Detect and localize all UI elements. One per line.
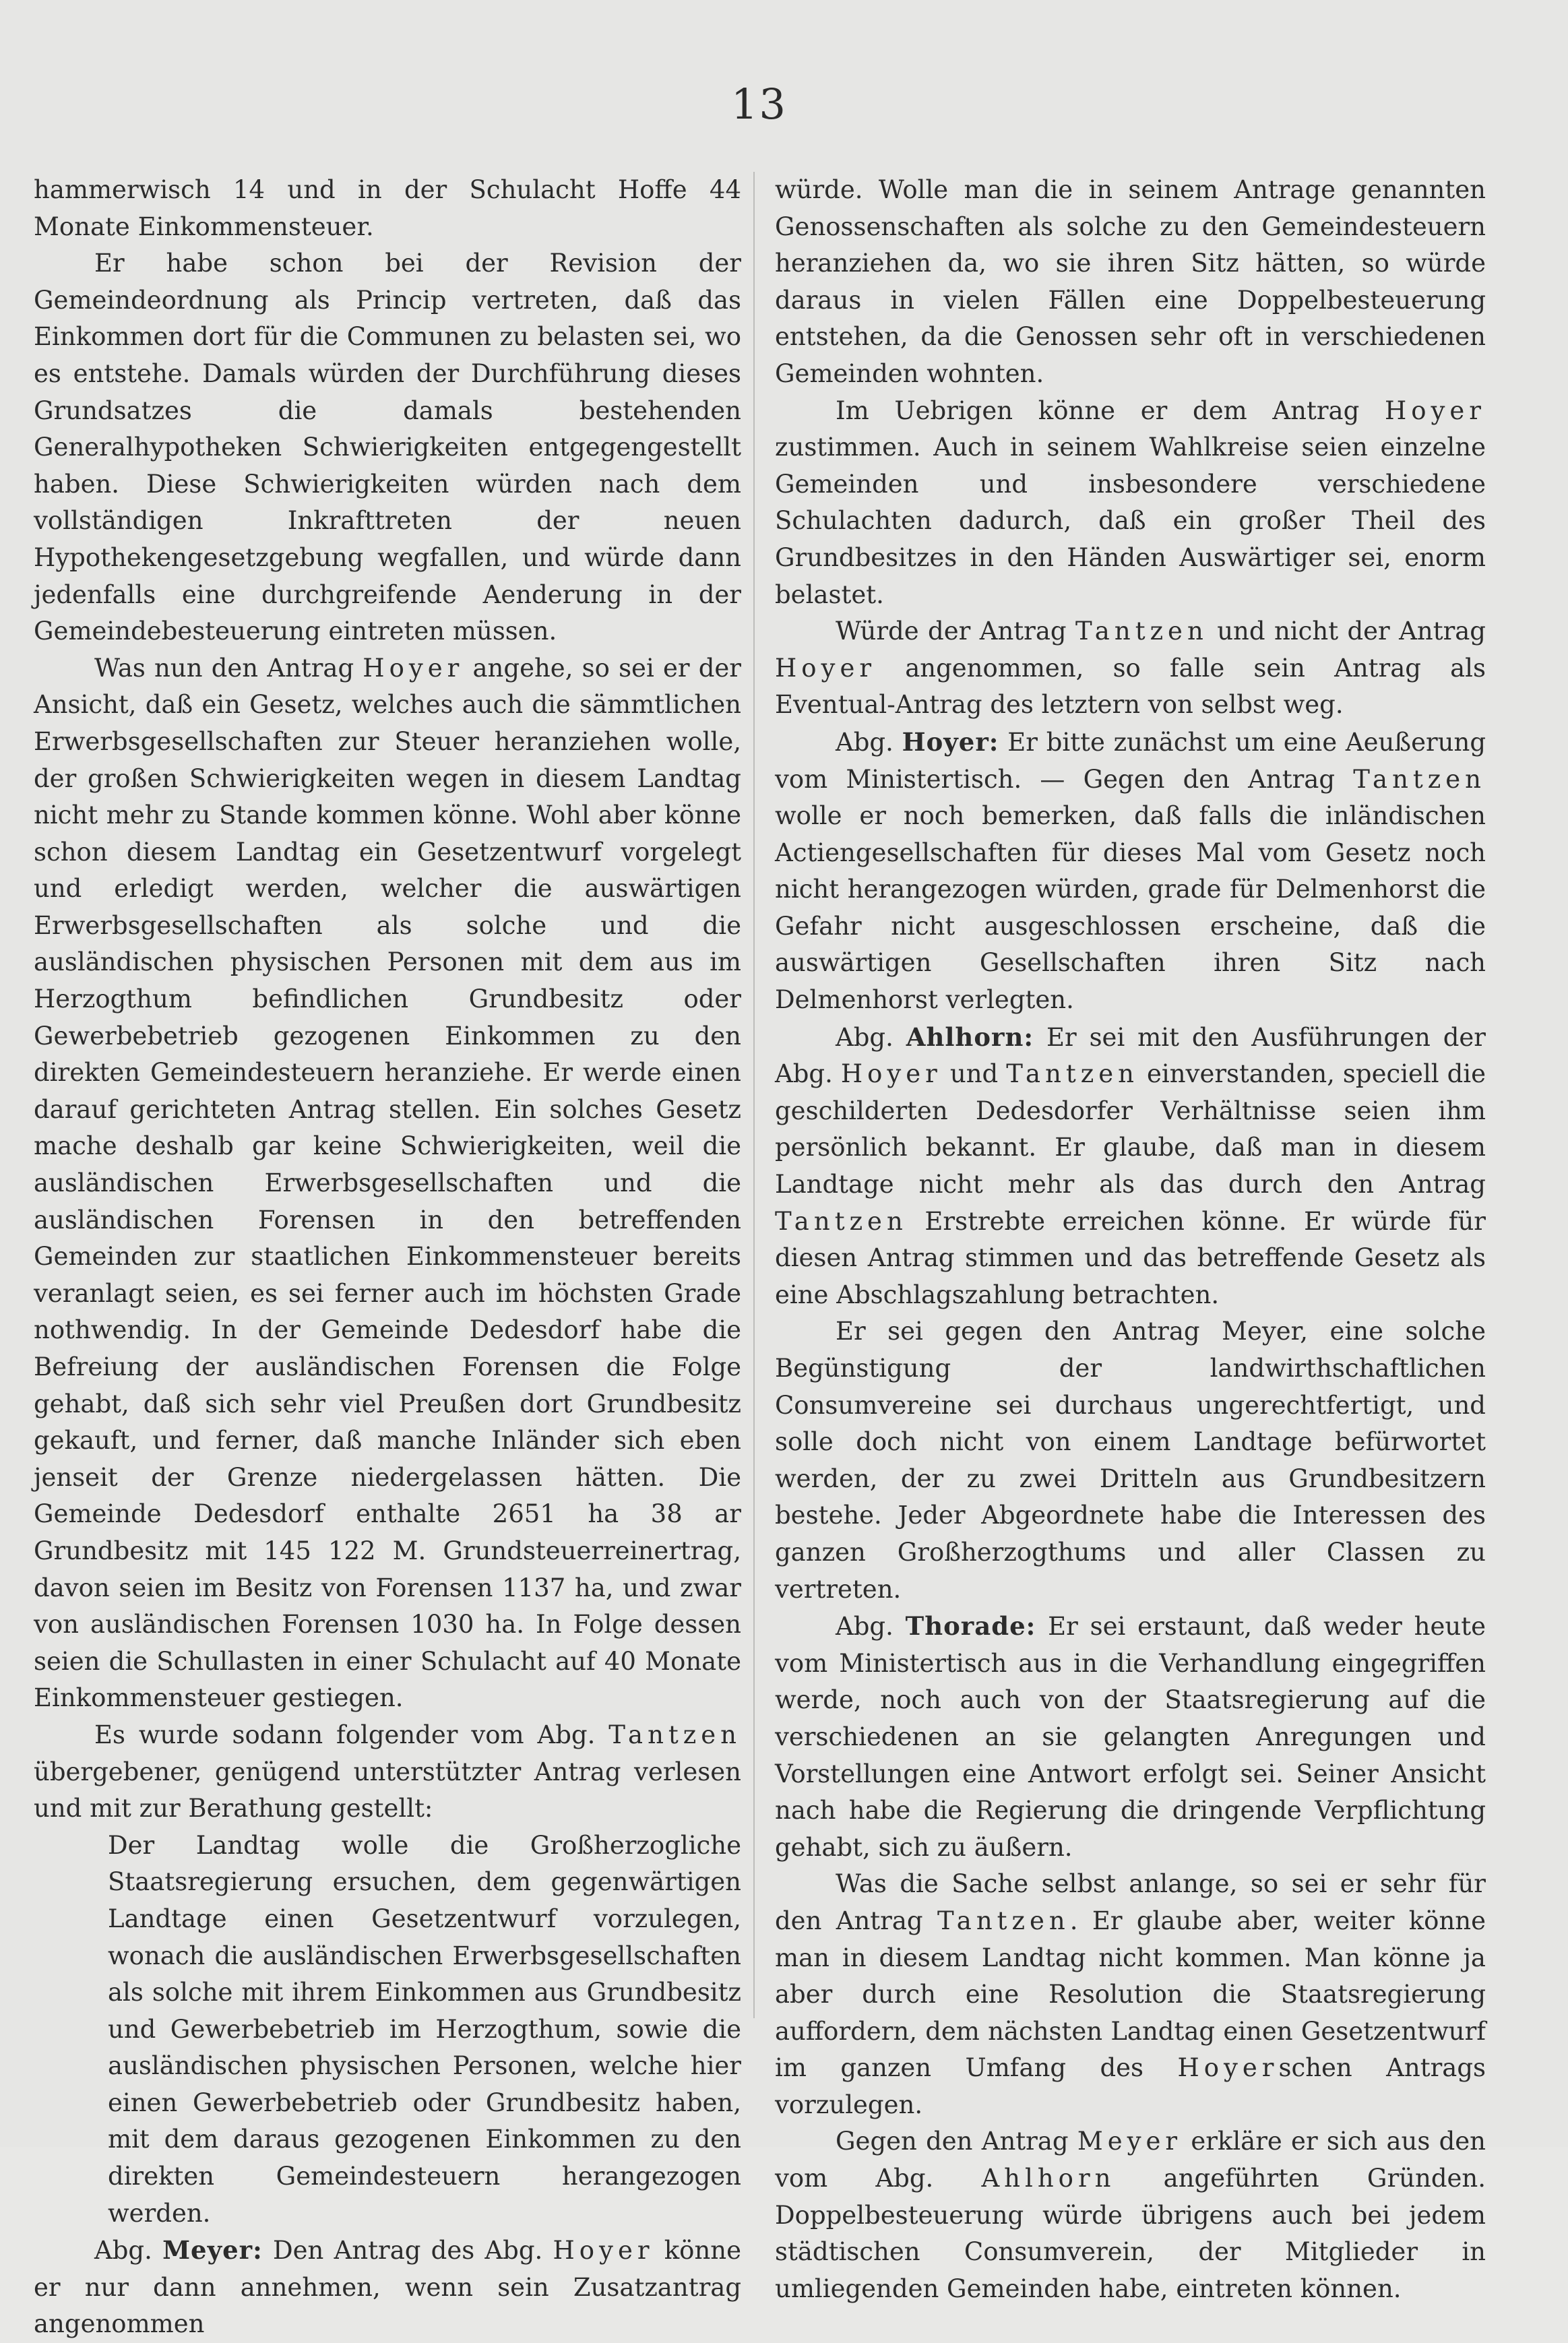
paragraph: würde. Wolle man die in seinem Antrage genannten Genossenschaften als solche zu den Gemeindesteuern heranziehen da, wo sie ihren Sitz hätten, so würde daraus in vielen Fällen eine Doppelbesteuerung entstehen, da die Genossen sehr oft in verschiedenen Gemeinden wohnten. xyxy=(775,175,1486,388)
paragraph: Was nun den Antrag Hoyer angehe, so sei er der Ansicht, daß ein Gesetz, welches auch die sämmtlichen Erwerbsgesellschaften zur Steuer heranziehen wolle, der großen Schwierigkeiten wegen in diesem Landtag nicht mehr zu Stande kommen könne. Wohl aber könne schon diesem Landtag ein Gesetzentwurf vorgelegt und erledigt werden, welcher die auswärtigen Erwerbsgesellschaften als solche und die ausländischen physischen Personen mit dem aus im Herzogthum befindlichen Grundbesitz oder Gewerbebetrieb gezogenen Einkommen zu den direkten Gemeindesteuern heranziehe. Er werde einen darauf gerichteten Antrag stellen. Ein solches Gesetz mache deshalb gar keine Schwierigkeiten, weil die ausländischen Erwerbsgesellschaften und die ausländischen Forensen in den betreffenden Gemeinden zur staatlichen Einkommensteuer bereits veranlagt seien, es sei ferner auch im höchsten Grade nothwendig. In der Gemeinde Dedesdorf habe die Befreiung der ausländischen Forensen die Folge gehabt, daß sich sehr viel Preußen dort Grundbesitz gekauft, und ferner, daß manche Inländer sich eben jenseit der Grenze niedergelassen hätten. Die Gemeinde Dedesdorf enthalte 2651 ha 38 ar Grundbesitz mit 145 122 M. Grundsteuerreinertrag, davon seien im Besitz von Forensen 1137 ha, und zwar von ausländischen Forensen 1030 ha. In Folge dessen seien die Schullasten in einer Schulacht auf 40 Monate Einkommensteuer gestiegen. xyxy=(34,653,741,1713)
paragraph: Er sei gegen den Antrag Meyer, eine solche Begünstigung der landwirthschaftlichen Consumvereine sei durchaus ungerechtfertigt, und solle doch nicht von einem Landtage befürwortet werden, der zu zwei Dritteln aus Grundbesitzern bestehe. Jeder Abgeordnete habe die Interessen des ganzen Großherzogthums und aller Classen zu vertreten. xyxy=(775,1317,1486,1604)
speaker-name: Hoyer: xyxy=(902,726,999,757)
spaced-name: Hoyer xyxy=(553,2236,654,2266)
column-divider xyxy=(753,172,755,2018)
spaced-name: Hoyer xyxy=(363,653,464,683)
spaced-name: Tantzen xyxy=(1075,617,1208,646)
paragraph: Er habe schon bei der Revision der Gemeindeordnung als Princip vertreten, daß das Einkommen dort für die Communen zu belasten sei, wo es entstehe. Damals würden der Durchführung dieses Grundsatzes die damals bestehenden Generalhypotheken Schwierigkeiten entgegengestellt haben. Diese Schwierigkeiten würden nach dem vollständigen Inkrafttreten der neuen Hypothekengesetzgebung wegfallen, und würde dann jedenfalls eine durchgreifende Aenderung in der Gemeindebesteuerung eintreten müssen. xyxy=(34,249,741,646)
paragraph: Was die Sache selbst anlange, so sei er sehr für den Antrag Tantzen. Er glaube aber, weiter könne man in diesem Landtag nicht kommen. Man könne ja aber durch eine Resolution die Staatsregierung auffordern, dem nächsten Landtag einen Gesetzentwurf im ganzen Umfang des Hoyerschen Antrags vorzulegen. xyxy=(775,1869,1486,2119)
paragraph: Abg. Hoyer: Er bitte zunächst um eine Aeußerung vom Ministertisch. — Gegen den Antrag Tantzen wolle er noch bemerken, daß falls die inländischen Actiengesellschaften für dieses Mal vom Gesetz noch nicht herangezogen würden, grade für Delmenhorst die Gefahr nicht ausgeschlossen erscheine, daß die auswärtigen Gesellschaften ihren Sitz nach Delmenhorst verlegten. xyxy=(775,726,1486,1015)
spaced-name: Hoyer xyxy=(1384,396,1486,425)
right-column xyxy=(775,172,1486,2307)
spaced-name: Hoyer xyxy=(775,653,877,683)
spaced-name: Tantzen xyxy=(775,1206,908,1236)
paragraph: Es wurde sodann folgender vom Abg. Tantzen übergebener, genügend unterstützter Antrag verlesen und mit zur Berathung gestellt: xyxy=(34,1720,742,1823)
paragraph: Abg. Ahlhorn: Er sei mit den Ausführungen der Abg. Hoyer und Tantzen einverstanden, speciell die geschilderten Dedesdorfer Verhältnisse seien ihm persönlich bekannt. Er glaube, daß man in diesem Landtage nicht mehr als das durch den Antrag Tantzen Erstrebte erreichen könne. Er würde für diesen Antrag stimmen und das betreffende Gesetz als eine Abschlagszahlung betrachten. xyxy=(775,1022,1486,1309)
spaced-name: Tantzen xyxy=(608,1720,742,1749)
paragraph: Abg. Thorade: Er sei erstaunt, daß weder heute vom Ministertisch aus in die Verhandlung eingegriffen werde, noch auch von der Staatsregierung auf die verschiedenen an sie gelangten Anregungen und Vorstellungen eine Antwort erfolgt sei. Seiner Ansicht nach habe die Regierung die dringende Verpflichtung gehabt, sich zu äußern. xyxy=(775,1611,1486,1862)
left-column xyxy=(34,172,741,2343)
spaced-name: Ahlhorn xyxy=(981,2164,1116,2193)
paragraph: Würde der Antrag Tantzen und nicht der Antrag Hoyer angenommen, so falle sein Antrag als Eventual-Antrag des letztern von selbst weg. xyxy=(775,617,1486,720)
paragraph: hammerwisch 14 und in der Schulacht Hoffe 44 Monate Einkommensteuer. xyxy=(34,175,741,241)
paragraph: Abg. Meyer: Den Antrag des Abg. Hoyer könne er nur dann annehmen, wenn sein Zusatzantrag angenommen xyxy=(34,2235,742,2339)
spaced-name: Hoyer xyxy=(840,1059,942,1089)
speaker-name: Ahlhorn: xyxy=(906,1022,1034,1052)
speaker-name: Thorade: xyxy=(905,1611,1036,1642)
spaced-name: Tantzen xyxy=(1353,764,1486,794)
spaced-name: Hoyer xyxy=(1177,2053,1279,2083)
spaced-name: Meyer xyxy=(1077,2127,1183,2156)
spaced-name: Tantzen xyxy=(1006,1059,1139,1089)
motion-quote: Der Landtag wolle die Großherzogliche Staatsregierung ersuchen, dem gegenwärtigen Landtage einen Gesetzentwurf vorzulegen, wonach die ausländischen Erwerbsgesellschaften als solche mit ihrem Einkommen aus Grundbesitz und Gewerbebetrieb im Herzogthum, sowie die ausländischen physischen Personen, welche hier einen Gewerbebetrieb oder Grundbesitz haben, mit dem daraus gezogenen Einkommen zu den direkten Gemeindesteuern herangezogen werden. xyxy=(108,1830,741,2228)
speaker-name: Meyer: xyxy=(162,2235,263,2266)
paragraph: Im Uebrigen könne er dem Antrag Hoyer zustimmen. Auch in seinem Wahlkreise seien einzelne Gemeinden und insbesondere verschiedene Schulachten dadurch, daß ein großer Theil des Grundbesitzes in den Händen Auswärtiger sei, enorm belastet. xyxy=(775,396,1486,609)
spaced-name: Tantzen xyxy=(937,1906,1070,1935)
paragraph: Gegen den Antrag Meyer erkläre er sich aus den vom Abg. Ahlhorn angeführten Gründen. Doppelbesteuerung würde übrigens auch bei jedem städtischen Consumverein, der Mitglieder in umliegenden Gemeinden habe, eintreten können. xyxy=(775,2127,1486,2303)
page-number: 13 xyxy=(731,80,787,129)
